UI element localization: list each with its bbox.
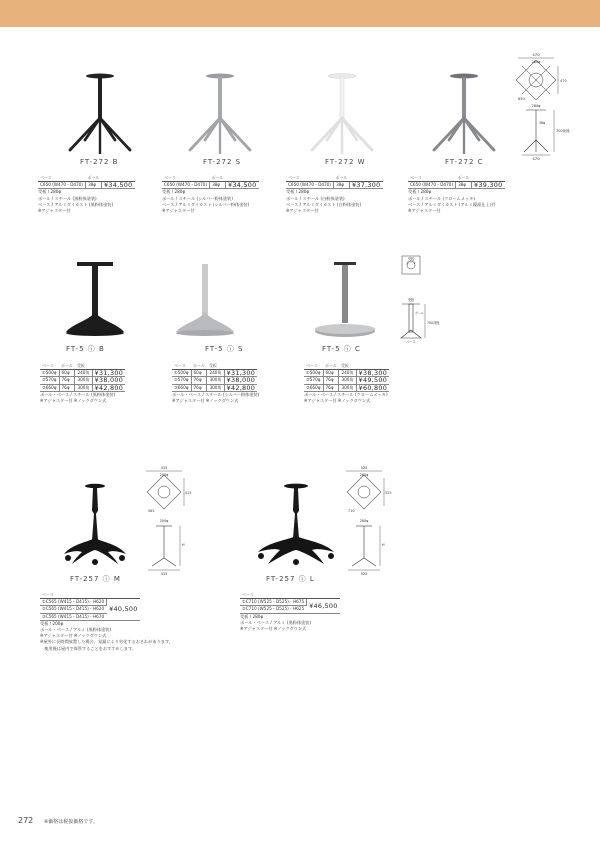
dim-label: 710 (348, 509, 355, 513)
dimension-drawing-ft5 (394, 252, 440, 344)
dim-label: 700前後 (556, 129, 570, 133)
dim-label: ポール (406, 261, 416, 265)
spec-block-ft272-s: ベース ポール C650 (W470・D470) 38φ ¥34,500 受板 / 280φ ポール / スチール (シルバー粉体塗装) ベース / アルミダイカスト (シルバー粉体塗装) ※アジャスター付 (162, 175, 257, 214)
spec-block-ft5-c: ベース ポール 受板 ①500φ 60φ 240角 ¥38,300 ②570φ 76φ 300角 ¥49,500 ③660φ 76φ 300角 ¥60,800 ポール・ベース / スチール (クロームメッキ) ※アジャスター付 ※ノックダウン式 (304, 363, 388, 404)
dim-label: 280φ (359, 473, 369, 477)
dim-label: 200φ (159, 473, 169, 477)
model-name: FT-5 ⓘ C (322, 345, 361, 353)
model-name: FT-272 B (80, 158, 119, 166)
dim-label: 525 (385, 491, 392, 495)
dimension-drawing-ft257-m (140, 466, 190, 576)
model-name: FT-272 W (325, 158, 366, 166)
spec-table: ベース ポール C650 (W470・D470) 38φ ¥39,300 (410, 175, 503, 190)
page-number: 272 (18, 816, 34, 825)
price: ¥38,300 (356, 370, 389, 377)
price: ¥31,300 (224, 370, 257, 377)
footnote: ※価格は税抜価格です。 (44, 819, 98, 825)
dim-label: 700前後 (427, 321, 440, 325)
product-image-ft272-w (302, 70, 382, 160)
spec-table: ベース ポール 受板 ①500φ 60φ 240角 ¥31,300 ②570φ 76φ 300角 ¥38,000 ③660φ 76φ 300角 ¥42,800 (174, 363, 256, 392)
product-image-ft5-s (170, 260, 240, 340)
price: ¥34,500 (225, 182, 258, 189)
dim-label: 415 (160, 572, 168, 576)
header-band (0, 0, 600, 27)
price: ¥60,800 (356, 384, 389, 391)
dimension-drawing-ft257-l (340, 466, 390, 576)
dim-label: 470 (532, 156, 540, 161)
price: ¥31,300 (92, 370, 125, 377)
dim-label: ベース (406, 340, 416, 344)
spec-block-ft257-m: ベース ①C565 (W415・D415)・H620 ¥40,500 ②C565 (W415・D415)・H620 ③C565 (W415・D415)・H670 受板 / 200φ ポール・ベース / アルミ (黒粉体塗装) ※アジャスター付 ※ノックダウン式 ※屋外に長時間放置した場合、発錆により劣化するおそれがあります。 使用後は屋内で保管することをおすすめします。 (40, 592, 173, 651)
spec-table: ベース ポール C650 (W470・D470) 38φ ¥34,500 (40, 175, 133, 190)
dim-label: 280φ (531, 104, 541, 108)
dim-label: 650 (518, 97, 525, 101)
dim-label: 200φ (159, 519, 169, 523)
product-image-ft272-c (424, 70, 504, 160)
dim-label: 525 (360, 466, 368, 470)
dim-label: 280φ (531, 60, 541, 64)
dim-label: 415 (185, 491, 192, 495)
spec-block-ft272-w: ベース ポール C650 (W470・D470) 38φ ¥37,300 受板 / 280φ ポール / スチール (白粉体塗装) ベース / アルミダイカスト (白粉体塗装) ※アジャスター付 (286, 175, 381, 214)
dimension-drawing-ft272 (508, 52, 570, 161)
price: ¥40,500 (107, 599, 140, 621)
spec-table: ベース ポール 受板 ①500φ 60φ 240角 ¥31,300 ②570φ 76φ 300角 ¥38,000 ③660φ 76φ 300角 ¥42,800 (42, 363, 124, 392)
spec-table: ベース ポール C650 (W470・D470) 38φ ¥34,500 (164, 175, 257, 190)
model-name: FT-257 ⓘ M (70, 575, 121, 583)
spec-table: ベース ポール C650 (W470・D470) 38φ ¥37,300 (288, 175, 381, 190)
product-image-ft272-b (60, 70, 140, 160)
model-name: FT-5 ⓘ S (205, 345, 244, 353)
spec-block-ft272-c: ベース ポール C650 (W470・D470) 38φ ¥39,300 受板 / 280φ ポール / スチール (クロームメッキ) ベース / アルミダイカスト (アルミ鏡面仕上げ) ※アジャスター付 (408, 175, 503, 214)
spec-block-ft272-b: ベース ポール C650 (W470・D470) 38φ ¥34,500 受板 / 280φ ポール / スチール (黒粉体塗装) ベース / アルミダイカスト (黒粉体塗装) ※アジャスター付 (38, 175, 133, 214)
model-name: FT-5 ⓘ B (66, 345, 105, 353)
price: ¥38,000 (224, 377, 257, 384)
spec-block-ft257-l: ベース ①C710 (W525・D525)・H675 ¥46,500 ②C710 (W525・D525)・H625 受板 / 280φ ポール・ベース / アルミ (黒粉体塗装) ※アジャスター付 ※ノックダウン式 (240, 592, 338, 632)
price: ¥39,300 (471, 182, 504, 189)
spec-block-ft5-b: ベース ポール 受板 ①500φ 60φ 240角 ¥31,300 ②570φ 76φ 300角 ¥38,000 ③660φ 76φ 300角 ¥42,800 ポール・ベース / スチール (黒粉体塗装) ※アジャスター付 ※ノックダウン式 (40, 363, 124, 404)
spec-table: ベース ①C710 (W525・D525)・H675 ¥46,500 ②C710 (W525・D525)・H625 (242, 592, 338, 612)
dim-label: ポール (415, 311, 424, 315)
price: ¥37,300 (349, 182, 382, 189)
product-image-ft257-m (50, 480, 140, 570)
product-image-ft272-s (180, 70, 260, 160)
product-image-ft257-l (246, 480, 346, 570)
dim-label: 受板 (407, 298, 415, 302)
price: ¥34,500 (101, 182, 134, 189)
spec-table: ベース ①C565 (W415・D415)・H620 ¥40,500 ②C565 (W415・D415)・H620 ③C565 (W415・D415)・H670 (42, 592, 138, 619)
dim-label: 525 (360, 572, 368, 576)
dim-label: 受板 (407, 257, 415, 261)
price: ¥38,000 (92, 377, 125, 384)
model-name: FT-257 ⓘ L (266, 575, 315, 583)
price: ¥46,500 (307, 599, 340, 613)
product-image-ft5-c (310, 260, 380, 340)
dim-label: 565 (148, 509, 155, 513)
price: ¥49,500 (356, 377, 389, 384)
model-name: FT-272 C (445, 158, 484, 166)
spec-table: ベース ポール 受板 ①500φ 60φ 240角 ¥38,300 ②570φ 76φ 300角 ¥49,500 ③660φ 76φ 300角 ¥60,800 (306, 363, 388, 392)
dim-label: 470 (532, 52, 540, 57)
product-image-ft5-b (60, 260, 130, 340)
model-name: FT-272 S (203, 158, 242, 166)
price: ¥42,800 (92, 384, 125, 391)
dim-label: H (182, 543, 185, 547)
dim-label: 470 (560, 79, 567, 83)
dim-label: 38φ (539, 121, 546, 125)
dim-label: H (382, 543, 385, 547)
spec-block-ft5-s: ベース ポール 受板 ①500φ 60φ 240角 ¥31,300 ②570φ 76φ 300角 ¥38,000 ③660φ 76φ 300角 ¥42,800 ポール・ベース / スチール (シルバー粉体塗装) ※アジャスター付 ※ノックダウン式 (172, 363, 260, 404)
dim-label: 415 (160, 466, 168, 470)
dim-label: 280φ (359, 519, 369, 523)
price: ¥42,800 (224, 384, 257, 391)
